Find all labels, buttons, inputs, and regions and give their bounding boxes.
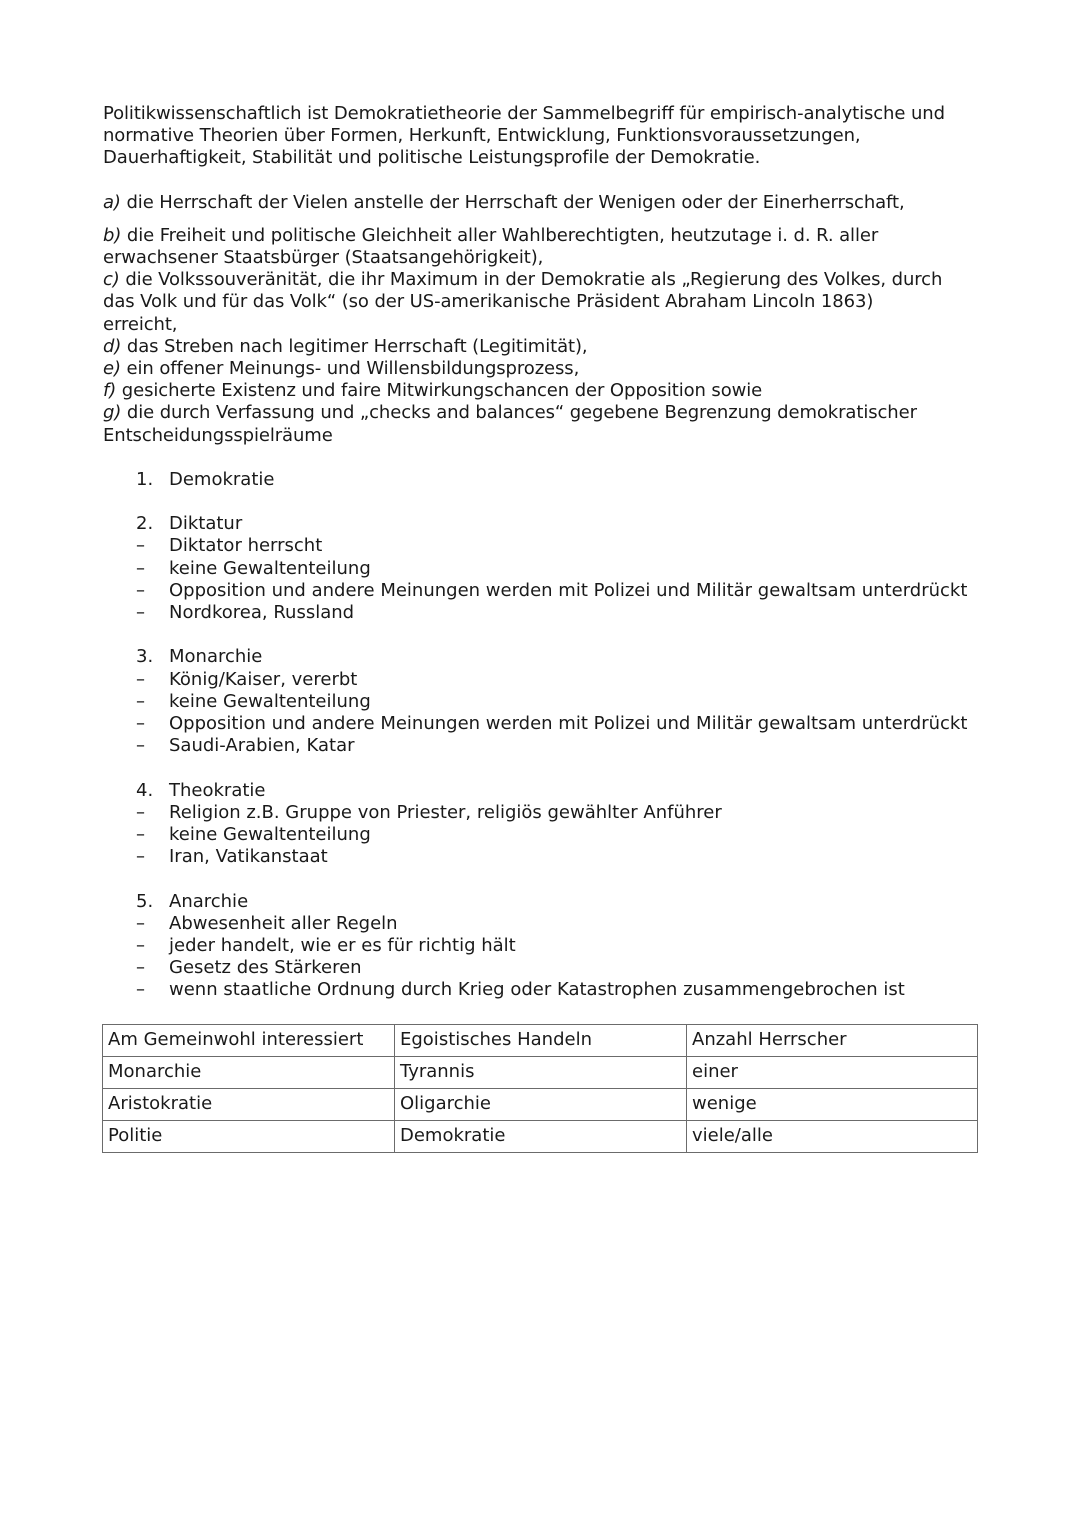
form-title: Theokratie xyxy=(169,779,266,801)
dash-bullet-icon: – xyxy=(136,668,145,690)
table-header-cell: Anzahl Herrscher xyxy=(687,1025,978,1057)
criterion-d xyxy=(103,336,983,358)
intro-line: normative Theorien über Formen, Herkunft, Entwicklung, Funktionsvoraussetzungen, xyxy=(103,125,861,147)
criterion-text: gesicherte Existenz und faire Mitwirkungschancen der Opposition sowie xyxy=(116,380,763,402)
dash-bullet-icon: – xyxy=(136,912,145,934)
table-cell: einer xyxy=(687,1057,978,1089)
criterion-text: die Herrschaft der Vielen anstelle der Herrschaft der Wenigen oder der Einerherrschaft, xyxy=(120,191,905,213)
form-title: Demokratie xyxy=(169,468,275,490)
bullet-text: Diktator herrscht xyxy=(169,535,323,557)
list-number: 4. xyxy=(136,779,154,801)
form-title: Monarchie xyxy=(169,646,263,668)
dash-bullet-icon: – xyxy=(136,535,145,557)
bullet-text: Opposition und andere Meinungen werden mit Polizei und Militär gewaltsam unterdrückt xyxy=(169,579,968,601)
form-monarchy xyxy=(103,646,983,757)
criterion-text: die Freiheit und politische Gleichheit aller Wahlberechtigten, heutzutage i. d. R. aller xyxy=(121,224,879,246)
table-header-cell: Am Gemeinwohl interessiert xyxy=(103,1025,395,1057)
criterion-text: das Volk und für das Volk“ (so der US-amerikanische Präsident Abraham Lincoln 1863) xyxy=(103,291,874,313)
criterion-text: erwachsener Staatsbürger (Staatsangehörigkeit), xyxy=(103,247,544,269)
bullet-text: keine Gewaltenteilung xyxy=(169,824,371,846)
criterion-label: b) xyxy=(103,224,122,246)
intro-line: Dauerhaftigkeit, Stabilität und politische Leistungsprofile der Demokratie. xyxy=(103,147,761,169)
table-cell: viele/alle xyxy=(687,1121,978,1153)
form-anarchy xyxy=(103,891,983,1002)
form-dictatorship xyxy=(103,513,983,624)
dash-bullet-icon: – xyxy=(136,846,145,868)
dash-bullet-icon: – xyxy=(136,579,145,601)
criterion-label: c) xyxy=(103,269,120,291)
criterion-text: ein offener Meinungs- und Willensbildungsprozess, xyxy=(120,358,580,380)
bullet-text: Saudi-Arabien, Katar xyxy=(169,735,355,757)
government-forms-table xyxy=(102,1024,978,1153)
bullet-text: jeder handelt, wie er es für richtig hält xyxy=(169,935,516,957)
table-row xyxy=(103,1121,978,1153)
form-democracy xyxy=(103,469,983,491)
dash-bullet-icon: – xyxy=(136,735,145,757)
criterion-text: die durch Verfassung und „checks and balances“ gegebene Begrenzung demokratischer xyxy=(121,402,917,424)
table-cell: Politie xyxy=(103,1121,395,1153)
table-header-row xyxy=(103,1025,978,1057)
document-page xyxy=(103,103,983,1024)
form-title: Anarchie xyxy=(169,890,249,912)
list-number: 5. xyxy=(136,890,154,912)
list-number: 1. xyxy=(136,468,154,490)
criterion-label: a) xyxy=(103,191,121,213)
criterion-c xyxy=(103,269,983,336)
table-cell: Aristokratie xyxy=(103,1089,395,1121)
table-cell: Monarchie xyxy=(103,1057,395,1089)
forms-of-government-list xyxy=(103,469,983,1002)
bullet-text: Religion z.B. Gruppe von Priester, religiös gewählter Anführer xyxy=(169,801,722,823)
bullet-text: Gesetz des Stärkeren xyxy=(169,957,362,979)
criterion-label: g) xyxy=(103,402,122,424)
criterion-b xyxy=(103,225,983,269)
table-cell: Tyrannis xyxy=(395,1057,687,1089)
dash-bullet-icon: – xyxy=(136,979,145,1001)
criterion-a xyxy=(103,192,983,214)
criterion-g xyxy=(103,402,983,446)
form-theocracy xyxy=(103,780,983,869)
dash-bullet-icon: – xyxy=(136,690,145,712)
criterion-e xyxy=(103,358,983,380)
criterion-label: d) xyxy=(103,335,122,357)
table-cell: Oligarchie xyxy=(395,1089,687,1121)
table-row xyxy=(103,1089,978,1121)
bullet-text: keine Gewaltenteilung xyxy=(169,690,371,712)
criterion-label: e) xyxy=(103,358,121,380)
bullet-text: Iran, Vatikanstaat xyxy=(169,846,328,868)
bullet-text: König/Kaiser, vererbt xyxy=(169,668,358,690)
table-cell: wenige xyxy=(687,1089,978,1121)
bullet-text: Opposition und andere Meinungen werden mit Polizei und Militär gewaltsam unterdrückt xyxy=(169,713,968,735)
bullet-text: keine Gewaltenteilung xyxy=(169,557,371,579)
dash-bullet-icon: – xyxy=(136,801,145,823)
dash-bullet-icon: – xyxy=(136,957,145,979)
intro-line: Politikwissenschaftlich ist Demokratietheorie der Sammelbegriff für empirisch-analytische und xyxy=(103,103,945,124)
dash-bullet-icon: – xyxy=(136,602,145,624)
criterion-text: erreicht, xyxy=(103,313,178,335)
list-number: 2. xyxy=(136,513,154,535)
table-header-cell: Egoistisches Handeln xyxy=(395,1025,687,1057)
criterion-text: die Volkssouveränität, die ihr Maximum in der Demokratie als „Regierung des Volkes, durch xyxy=(119,269,943,291)
criterion-label: f) xyxy=(103,380,117,402)
criterion-text: das Streben nach legitimer Herrschaft (Legitimität), xyxy=(121,335,588,357)
dash-bullet-icon: – xyxy=(136,824,145,846)
intro-paragraph xyxy=(103,103,983,170)
form-title: Diktatur xyxy=(169,513,243,535)
dash-bullet-icon: – xyxy=(136,935,145,957)
bullet-text: Nordkorea, Russland xyxy=(169,602,355,624)
bullet-text: wenn staatliche Ordnung durch Krieg oder Katastrophen zusammengebrochen ist xyxy=(169,979,905,1001)
table-cell: Demokratie xyxy=(395,1121,687,1153)
criterion-f xyxy=(103,380,983,402)
criterion-text: Entscheidungsspielräume xyxy=(103,424,333,446)
dash-bullet-icon: – xyxy=(136,557,145,579)
list-number: 3. xyxy=(136,646,154,668)
table-row xyxy=(103,1057,978,1089)
democracy-criteria-list xyxy=(103,192,983,447)
dash-bullet-icon: – xyxy=(136,713,145,735)
bullet-text: Abwesenheit aller Regeln xyxy=(169,912,398,934)
